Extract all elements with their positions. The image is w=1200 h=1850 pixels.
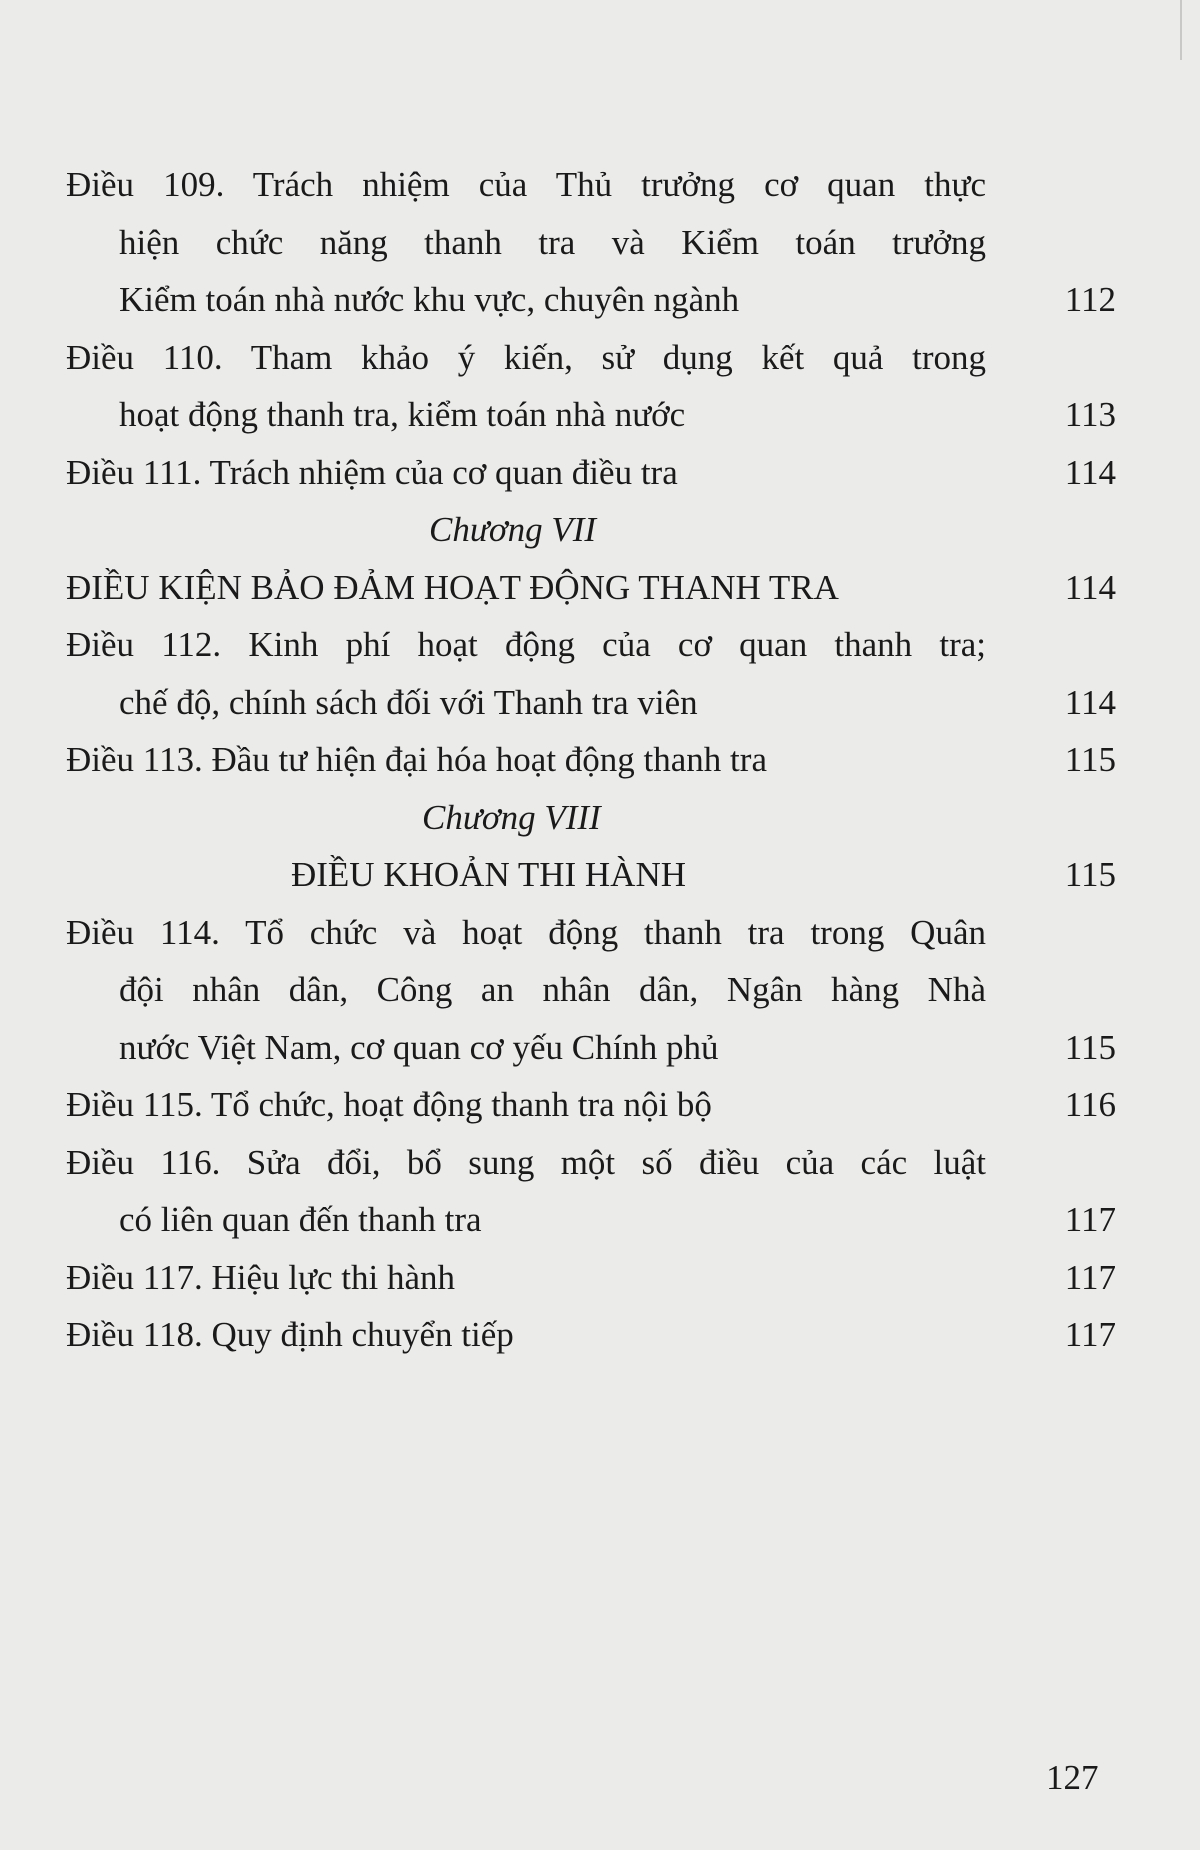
toc-entry-113	[66, 731, 1116, 789]
toc-entry-116	[66, 1134, 1116, 1249]
chapter-title-text: ĐIỀU KIỆN BẢO ĐẢM HOẠT ĐỘNG THANH TRA	[66, 567, 839, 607]
toc-page-number: 117	[1064, 1257, 1116, 1297]
toc-entry-text: đội nhân dân, Công an nhân dân, Ngân hàng Nhà	[119, 970, 986, 1009]
toc-entry-text: Điều 117. Hiệu lực thi hành	[66, 1257, 455, 1297]
toc-entry-text: Điều 116. Sửa đổi, bổ sung một số điều của các luật	[66, 1142, 986, 1182]
toc-entry-118	[66, 1306, 1116, 1364]
toc-entry-110	[66, 329, 1116, 444]
table-of-contents	[66, 156, 1116, 1364]
toc-entry-115	[66, 1076, 1116, 1134]
toc-entry-text: Điều 112. Kinh phí hoạt động của cơ quan thanh tra;	[66, 625, 986, 664]
folio-page-number: 127	[1046, 1758, 1099, 1797]
toc-entry-text: chế độ, chính sách đối với Thanh tra viên	[119, 682, 698, 722]
toc-page-number: 114	[1064, 567, 1116, 607]
toc-entry-text: nước Việt Nam, cơ quan cơ yếu Chính phủ	[119, 1027, 719, 1067]
toc-page-number: 116	[1064, 1085, 1116, 1124]
toc-entry-text: Điều 110. Tham khảo ý kiến, sử dụng kết quả trong	[66, 337, 986, 377]
toc-page-number: 113	[1064, 395, 1116, 434]
page-edge-mark	[1180, 0, 1182, 60]
toc-entry-114	[66, 904, 1116, 1077]
toc-entry-text: Điều 109. Trách nhiệm của Thủ trưởng cơ quan thực	[66, 165, 986, 204]
chapter-title	[66, 846, 1116, 904]
toc-entry-text: Điều 114. Tổ chức và hoạt động thanh tra trong Quân	[66, 912, 986, 952]
toc-page-number: 112	[1064, 280, 1116, 319]
toc-page-number: 114	[1064, 452, 1116, 492]
toc-entry-109	[66, 156, 1116, 329]
toc-page-number: 117	[1064, 1315, 1116, 1354]
toc-entry-text: Điều 118. Quy định chuyển tiếp	[66, 1315, 514, 1354]
chapter-label: Chương VII	[429, 510, 597, 549]
chapter-title	[66, 559, 1116, 617]
toc-entry-111	[66, 444, 1116, 502]
toc-page-number: 115	[1064, 855, 1116, 894]
chapter-label: Chương VIII	[422, 797, 601, 837]
toc-entry-117	[66, 1249, 1116, 1307]
toc-entry-text: Điều 113. Đầu tư hiện đại hóa hoạt động thanh tra	[66, 740, 767, 779]
chapter-title-text: ĐIỀU KHOẢN THI HÀNH	[291, 855, 686, 894]
toc-entry-text: Kiểm toán nhà nước khu vực, chuyên ngành	[119, 280, 740, 319]
toc-page-number: 114	[1064, 682, 1116, 722]
toc-entry-text: hiện chức năng thanh tra và Kiểm toán trưởng	[119, 222, 986, 262]
toc-entry-text: hoạt động thanh tra, kiểm toán nhà nước	[119, 395, 686, 434]
toc-entry-112	[66, 616, 1116, 731]
toc-entry-text: Điều 115. Tổ chức, hoạt động thanh tra nội bộ	[66, 1085, 712, 1124]
toc-page-number: 115	[1064, 740, 1116, 779]
toc-entry-text: Điều 111. Trách nhiệm của cơ quan điều tra	[66, 452, 678, 492]
toc-page-number: 117	[1064, 1200, 1116, 1239]
toc-entry-text: có liên quan đến thanh tra	[119, 1200, 482, 1239]
toc-page-number: 115	[1064, 1027, 1116, 1067]
